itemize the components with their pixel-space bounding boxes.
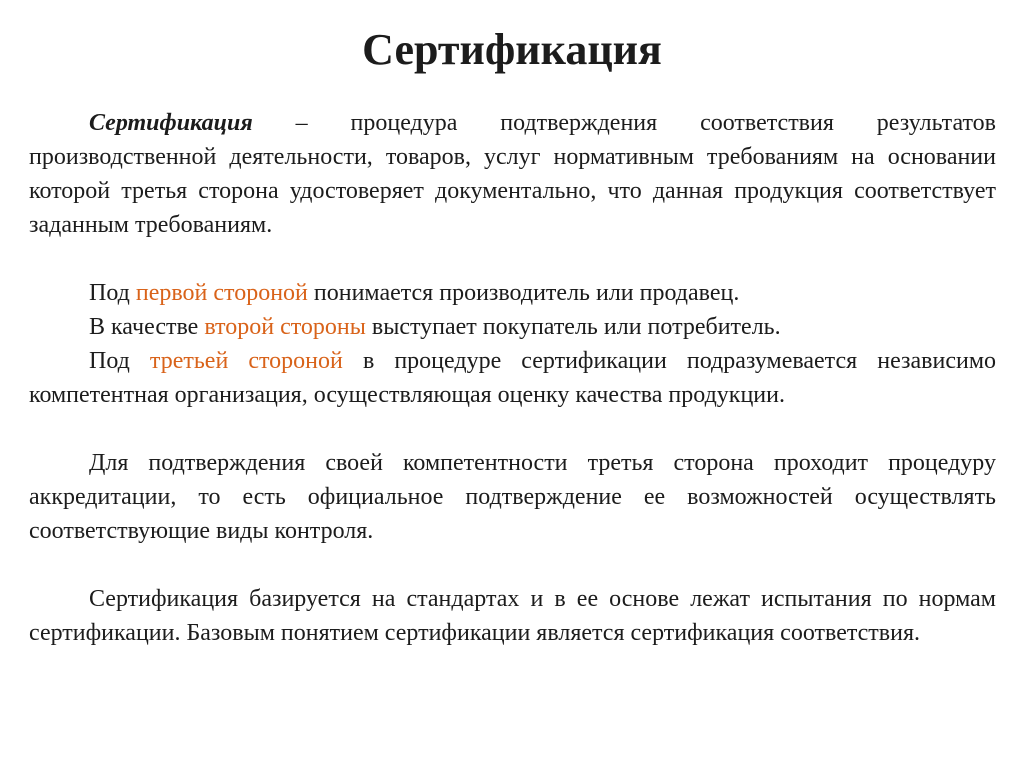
basis-paragraph: Сертификация базируется на стандартах и в ее основе лежат испытания по нормам сертификации. Базовым понятием сертификации является сертификация соответствия. bbox=[29, 586, 996, 646]
second-party-highlight: второй стороны bbox=[204, 314, 366, 340]
third-party-paragraph bbox=[29, 344, 996, 412]
paragraph-spacer bbox=[29, 242, 996, 276]
third-party-highlight: третьей стороной bbox=[149, 348, 343, 374]
definition-paragraph bbox=[29, 106, 996, 242]
second-party-paragraph bbox=[29, 310, 996, 344]
second-party-after: выступает покупатель или потребитель. bbox=[365, 314, 781, 340]
first-party-highlight: первой стороной bbox=[135, 280, 308, 306]
accreditation-paragraph: Для подтверждения своей компетентности третья сторона проходит процедуру аккредитации, то есть официальное подтверждение ее возможностей осуществлять соответствующие виды контроля. bbox=[29, 450, 996, 544]
third-party-after: в процедуре сертификации подразумевается независимо компетентная организация, осуществляющая оценку качества продукции. bbox=[29, 348, 997, 408]
second-party-before: В качестве bbox=[89, 314, 205, 340]
first-party-paragraph bbox=[29, 276, 996, 310]
slide-title: Сертификация bbox=[362, 25, 662, 74]
third-party-before: Под bbox=[89, 348, 150, 374]
slide-body bbox=[29, 106, 996, 650]
first-party-before: Под bbox=[89, 280, 136, 306]
first-party-after: понимается производитель или продавец. bbox=[307, 280, 740, 306]
paragraph-spacer bbox=[29, 412, 996, 446]
definition-text: – процедура подтверждения соответствия результатов производственной деятельности, товаров, услуг нормативным требованиям на основании которой третья сторона удостоверяет документально, что данная продукция соответствует заданным требованиям. bbox=[29, 110, 996, 238]
definition-term: Сертификация bbox=[89, 110, 253, 136]
paragraph-spacer bbox=[29, 548, 996, 582]
